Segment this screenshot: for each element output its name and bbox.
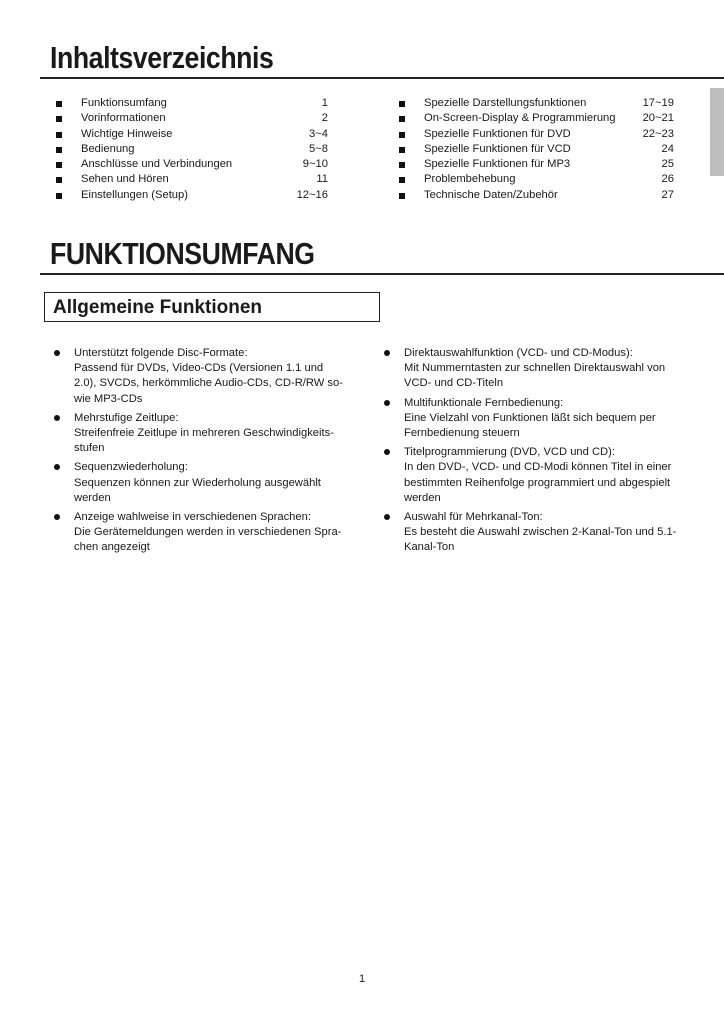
toc-entry bbox=[56, 188, 328, 203]
feature-description-line: Streifenfreie Zeitlupe in mehreren Geschwindigkeits- bbox=[74, 427, 334, 440]
section-heading: FUNKTIONSUMFANG bbox=[50, 236, 315, 271]
toc-entry-label: Bedienung bbox=[81, 142, 135, 155]
feature-description-line: wie MP3-CDs bbox=[74, 392, 143, 405]
toc-entry-page: 26 bbox=[661, 173, 674, 186]
toc-heading: Inhaltsverzeichnis bbox=[50, 40, 274, 75]
toc-left-column bbox=[56, 96, 328, 203]
toc-entry bbox=[399, 111, 674, 126]
round-bullet-icon bbox=[384, 400, 390, 406]
feature-description-line: Es besteht die Auswahl zwischen 2-Kanal-Ton und 5.1- bbox=[404, 526, 677, 539]
feature-title: Anzeige wahlweise in verschiedenen Sprachen: bbox=[74, 511, 311, 524]
feature-item bbox=[52, 460, 352, 506]
toc-entry-page: 5~8 bbox=[309, 142, 328, 155]
square-bullet-icon bbox=[399, 193, 405, 199]
round-bullet-icon bbox=[384, 350, 390, 356]
feature-description-line: bestimmten Reihenfolge programmiert und abgespielt bbox=[404, 476, 671, 489]
toc-entry-page: 9~10 bbox=[302, 158, 328, 171]
toc-entry bbox=[56, 96, 328, 111]
feature-title: Multifunktionale Fernbedienung: bbox=[404, 396, 564, 409]
square-bullet-icon bbox=[56, 116, 62, 122]
round-bullet-icon bbox=[54, 350, 60, 356]
section-heading-rule bbox=[40, 273, 724, 275]
feature-description-line: Eine Vielzahl von Funktionen läßt sich bequem per bbox=[404, 411, 656, 424]
toc-entry-label: Sehen und Hören bbox=[81, 173, 169, 186]
features-left-column bbox=[52, 346, 352, 560]
feature-item bbox=[382, 346, 682, 392]
toc-entry-label: Problembehebung bbox=[424, 173, 516, 186]
toc-entry-label: Wichtige Hinweise bbox=[81, 127, 173, 140]
feature-description-line: In den DVD-, VCD- und CD-Modi können Titel in einer bbox=[404, 461, 672, 474]
round-bullet-icon bbox=[54, 464, 60, 470]
toc-entry-label: Spezielle Funktionen für MP3 bbox=[424, 158, 571, 171]
toc-entry bbox=[399, 157, 674, 172]
feature-description-line: stufen bbox=[74, 442, 105, 455]
toc-entry bbox=[399, 172, 674, 187]
toc-entry bbox=[399, 142, 674, 157]
feature-title: Sequenzwiederholung: bbox=[74, 461, 188, 474]
feature-description-line: Passend für DVDs, Video-CDs (Versionen 1.1 und bbox=[74, 362, 324, 375]
toc-entry bbox=[399, 127, 674, 142]
feature-description-line: Fernbedienung steuern bbox=[404, 427, 520, 440]
square-bullet-icon bbox=[56, 177, 62, 183]
subsection-box-title: Allgemeine Funktionen bbox=[44, 292, 380, 322]
feature-item bbox=[382, 510, 682, 556]
toc-entry-label: Einstellungen (Setup) bbox=[81, 188, 188, 201]
side-tab-marker bbox=[710, 88, 724, 176]
square-bullet-icon bbox=[399, 101, 405, 107]
square-bullet-icon bbox=[399, 162, 405, 168]
feature-description-line: Die Gerätemeldungen werden in verschiedenen Spra- bbox=[74, 526, 342, 539]
square-bullet-icon bbox=[56, 147, 62, 153]
feature-title: Auswahl für Mehrkanal-Ton: bbox=[404, 511, 543, 524]
toc-heading-rule bbox=[40, 77, 724, 79]
feature-item bbox=[382, 445, 682, 506]
toc-entry-label: Technische Daten/Zubehör bbox=[424, 188, 558, 201]
round-bullet-icon bbox=[384, 449, 390, 455]
toc-entry-label: Spezielle Funktionen für VCD bbox=[424, 142, 571, 155]
toc-right-column bbox=[399, 96, 674, 203]
square-bullet-icon bbox=[56, 162, 62, 168]
toc-entry-page: 12~16 bbox=[296, 188, 328, 201]
toc-entry-page: 25 bbox=[661, 158, 674, 171]
feature-description-line: VCD- und CD-Titeln bbox=[404, 377, 504, 390]
feature-item bbox=[52, 411, 352, 457]
square-bullet-icon bbox=[56, 193, 62, 199]
toc-entry-label: Spezielle Funktionen für DVD bbox=[424, 127, 571, 140]
square-bullet-icon bbox=[399, 116, 405, 122]
feature-description-line: werden bbox=[74, 491, 111, 504]
feature-title: Mehrstufige Zeitlupe: bbox=[74, 411, 179, 424]
feature-item bbox=[52, 510, 352, 556]
toc-entry bbox=[399, 96, 674, 111]
toc-entry-page: 3~4 bbox=[309, 127, 328, 140]
toc-entry-page: 24 bbox=[661, 142, 674, 155]
round-bullet-icon bbox=[54, 415, 60, 421]
toc-entry bbox=[56, 142, 328, 157]
toc-entry-label: Anschlüsse und Verbindungen bbox=[81, 158, 233, 171]
toc-entry-label: Spezielle Darstellungsfunktionen bbox=[424, 97, 587, 109]
toc-entry-page: 11 bbox=[316, 173, 328, 186]
toc-entry bbox=[56, 111, 328, 126]
feature-item bbox=[382, 396, 682, 442]
feature-title: Unterstützt folgende Disc-Formate: bbox=[74, 347, 248, 359]
round-bullet-icon bbox=[384, 514, 390, 520]
square-bullet-icon bbox=[56, 132, 62, 138]
square-bullet-icon bbox=[56, 101, 62, 107]
features-right-column bbox=[382, 346, 682, 560]
feature-title: Titelprogrammierung (DVD, VCD und CD): bbox=[404, 446, 615, 459]
toc-entry-page: 27 bbox=[661, 188, 674, 201]
feature-description-line: 2.0), SVCDs, herkömmliche Audio-CDs, CD-R/RW so- bbox=[74, 377, 343, 390]
feature-description-line: Sequenzen können zur Wiederholung ausgewählt bbox=[74, 476, 321, 489]
toc-entry-page: 22~23 bbox=[642, 127, 674, 140]
toc-entry-label: Funktionsumfang bbox=[81, 97, 167, 109]
toc-entry-page: 20~21 bbox=[642, 112, 674, 125]
toc-entry-label: On-Screen-Display & Programmierung bbox=[424, 112, 616, 125]
feature-title: Direktauswahlfunktion (VCD- und CD-Modus): bbox=[404, 347, 633, 359]
feature-description-line: chen angezeigt bbox=[74, 541, 150, 554]
page-number: 1 bbox=[358, 973, 366, 985]
toc-entry bbox=[56, 157, 328, 172]
feature-description-line: Mit Nummerntasten zur schnellen Direktauswahl von bbox=[404, 362, 666, 375]
toc-entry bbox=[56, 127, 328, 142]
square-bullet-icon bbox=[399, 177, 405, 183]
feature-item bbox=[52, 346, 352, 407]
toc-entry-page: 17~19 bbox=[642, 97, 674, 109]
round-bullet-icon bbox=[54, 514, 60, 520]
square-bullet-icon bbox=[399, 147, 405, 153]
toc-entry bbox=[399, 188, 674, 203]
feature-description-line: werden bbox=[404, 491, 441, 504]
toc-entry bbox=[56, 172, 328, 187]
feature-description-line: Kanal-Ton bbox=[404, 541, 455, 554]
square-bullet-icon bbox=[399, 132, 405, 138]
toc-entry-label: Vorinformationen bbox=[81, 112, 166, 125]
toc-entry-page: 1 bbox=[321, 97, 328, 109]
toc-entry-page: 2 bbox=[321, 112, 328, 125]
